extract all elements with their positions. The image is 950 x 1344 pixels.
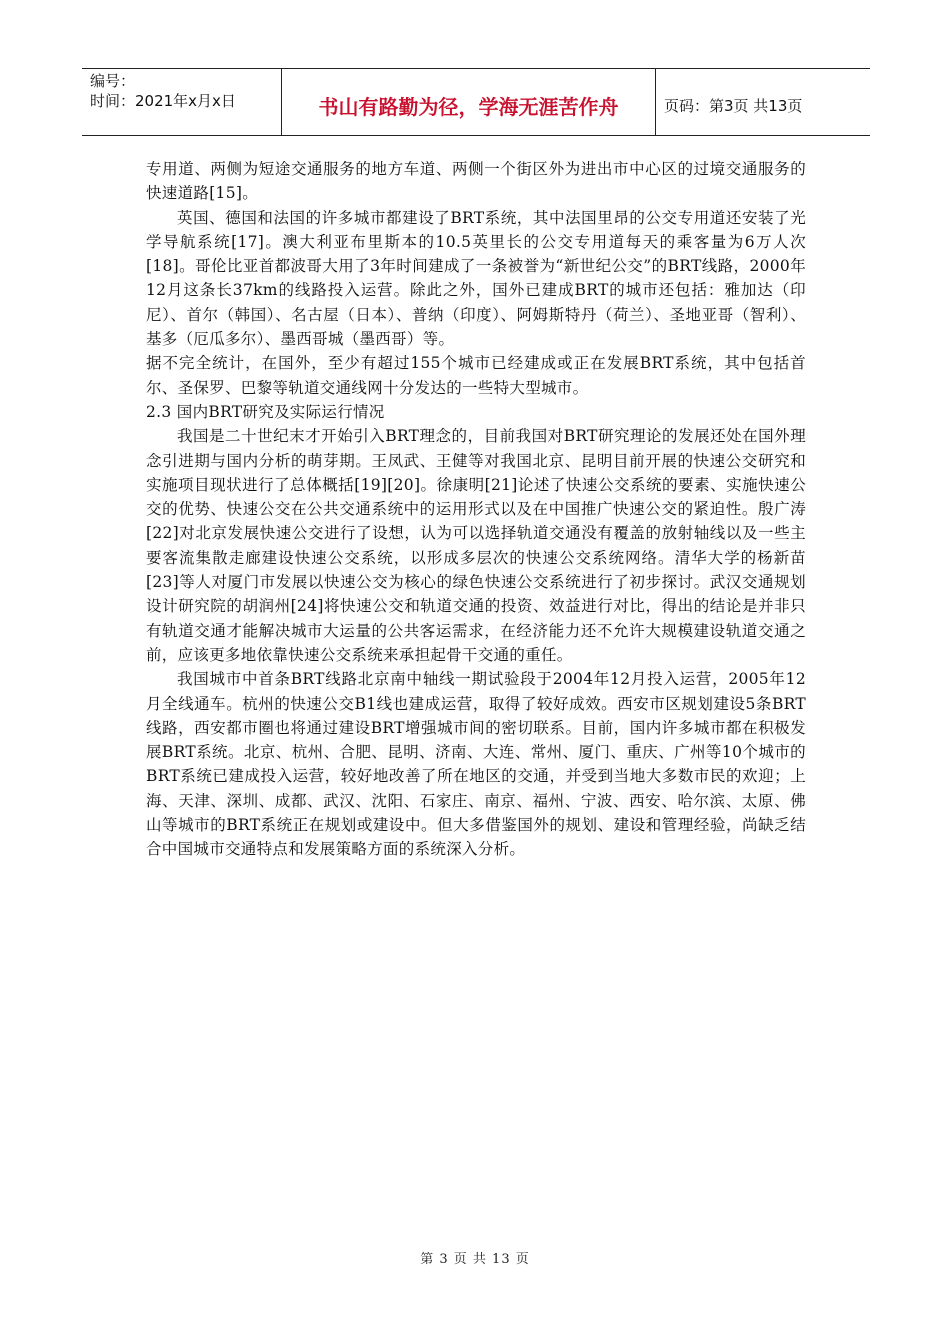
section-heading: 2.3 国内BRT研究及实际运行情况: [146, 402, 385, 421]
paragraph: 我国是二十世纪末才开始引入BRT理念的，目前我国对BRT研究理论的发展还处在国外理念引进期与国内分析的萌芽期。王凤武、王健等对我国北京、昆明目前开展的快速公交研究和实施项目现状进行了总体概括[19][20]。徐康明[21]论述了快速公交系统的要素、实施快速公交的优势、快速公交在公共交通系统中的运用形式以及在中国推广快速公交的紧迫性。殷广涛[22]对北京发展快速公交进行了设想，认为可以选择轨道交通没有覆盖的放射轴线以及一些主要客流集散走廊建设快速公交系统，以形成多层次的快速公交系统网络。清华大学的杨新苗[23]等人对厦门市发展以快速公交为核心的绿色快速公交系统进行了初步探讨。武汉交通规划设计研究院的胡润州[24]将快速公交和轨道交通的投资、效益进行对比，得出的结论是并非只有轨道交通才能解决城市大运量的公共客运需求，在经济能力还不允许大规模建设轨道交通之前，应该更多地依靠快速公交系统来承担起骨干交通的重任。: [146, 427, 806, 664]
page-footer: 第 3 页 共 13 页: [420, 1252, 530, 1267]
document-body: [146, 157, 806, 862]
header-slogan: 书山有路勤为径，学海无涯苦作舟: [282, 69, 656, 135]
header-time-label: 时间：2021年x月x日: [90, 92, 236, 110]
paragraph: 专用道、两侧为短途交通服务的地方车道、两侧一个街区外为进出市中心区的过境交通服务的快速道路[15]。: [146, 160, 806, 203]
header-number-label: 编号：: [90, 72, 136, 90]
paragraph: 据不完全统计，在国外，至少有超过155个城市已经建成或正在发展BRT系统，其中包括首尔、圣保罗、巴黎等轨道交通线网十分发达的一些特大型城市。: [146, 354, 806, 397]
header-page-info: 页码：第3页 共13页: [664, 96, 803, 115]
header-meta: [82, 69, 282, 135]
page-header: [82, 68, 870, 136]
paragraph: 英国、德国和法国的许多城市都建设了BRT系统，其中法国里昂的公交专用道还安装了光学导航系统[17]。澳大利亚布里斯本的10.5英里长的公交专用道每天的乘客量为6万人次[18]。哥伦比亚首都波哥大用了3年时间建成了一条被誉为“新世纪公交”的BRT线路，2000年12月这条长37km的线路投入运营。除此之外，国外已建成BRT的城市还包括：雅加达（印尼）、首尔（韩国）、名古屋（日本）、普纳（印度）、阿姆斯特丹（荷兰）、圣地亚哥（智利）、基多（厄瓜多尔）、墨西哥城（墨西哥）等。: [146, 208, 806, 349]
paragraph: 我国城市中首条BRT线路北京南中轴线一期试验段于2004年12月投入运营，2005年12月全线通车。杭州的快速公交B1线也建成运营，取得了较好成效。西安市区规划建设5条BRT线路，西安都市圈也将通过建设BRT增强城市间的密切联系。目前，国内许多城市都在积极发展BRT系统。北京、杭州、合肥、昆明、济南、大连、常州、厦门、重庆、广州等10个城市的BRT系统已建成投入运营，较好地改善了所在地区的交通，并受到当地大多数市民的欢迎；上海、天津、深圳、成都、武汉、沈阳、石家庄、南京、福州、宁波、西安、哈尔滨、太原、佛山等城市的BRT系统正在规划或建设中。但大多借鉴国外的规划、建设和管理经验，尚缺乏结合中国城市交通特点和发展策略方面的系统深入分析。: [146, 670, 806, 859]
